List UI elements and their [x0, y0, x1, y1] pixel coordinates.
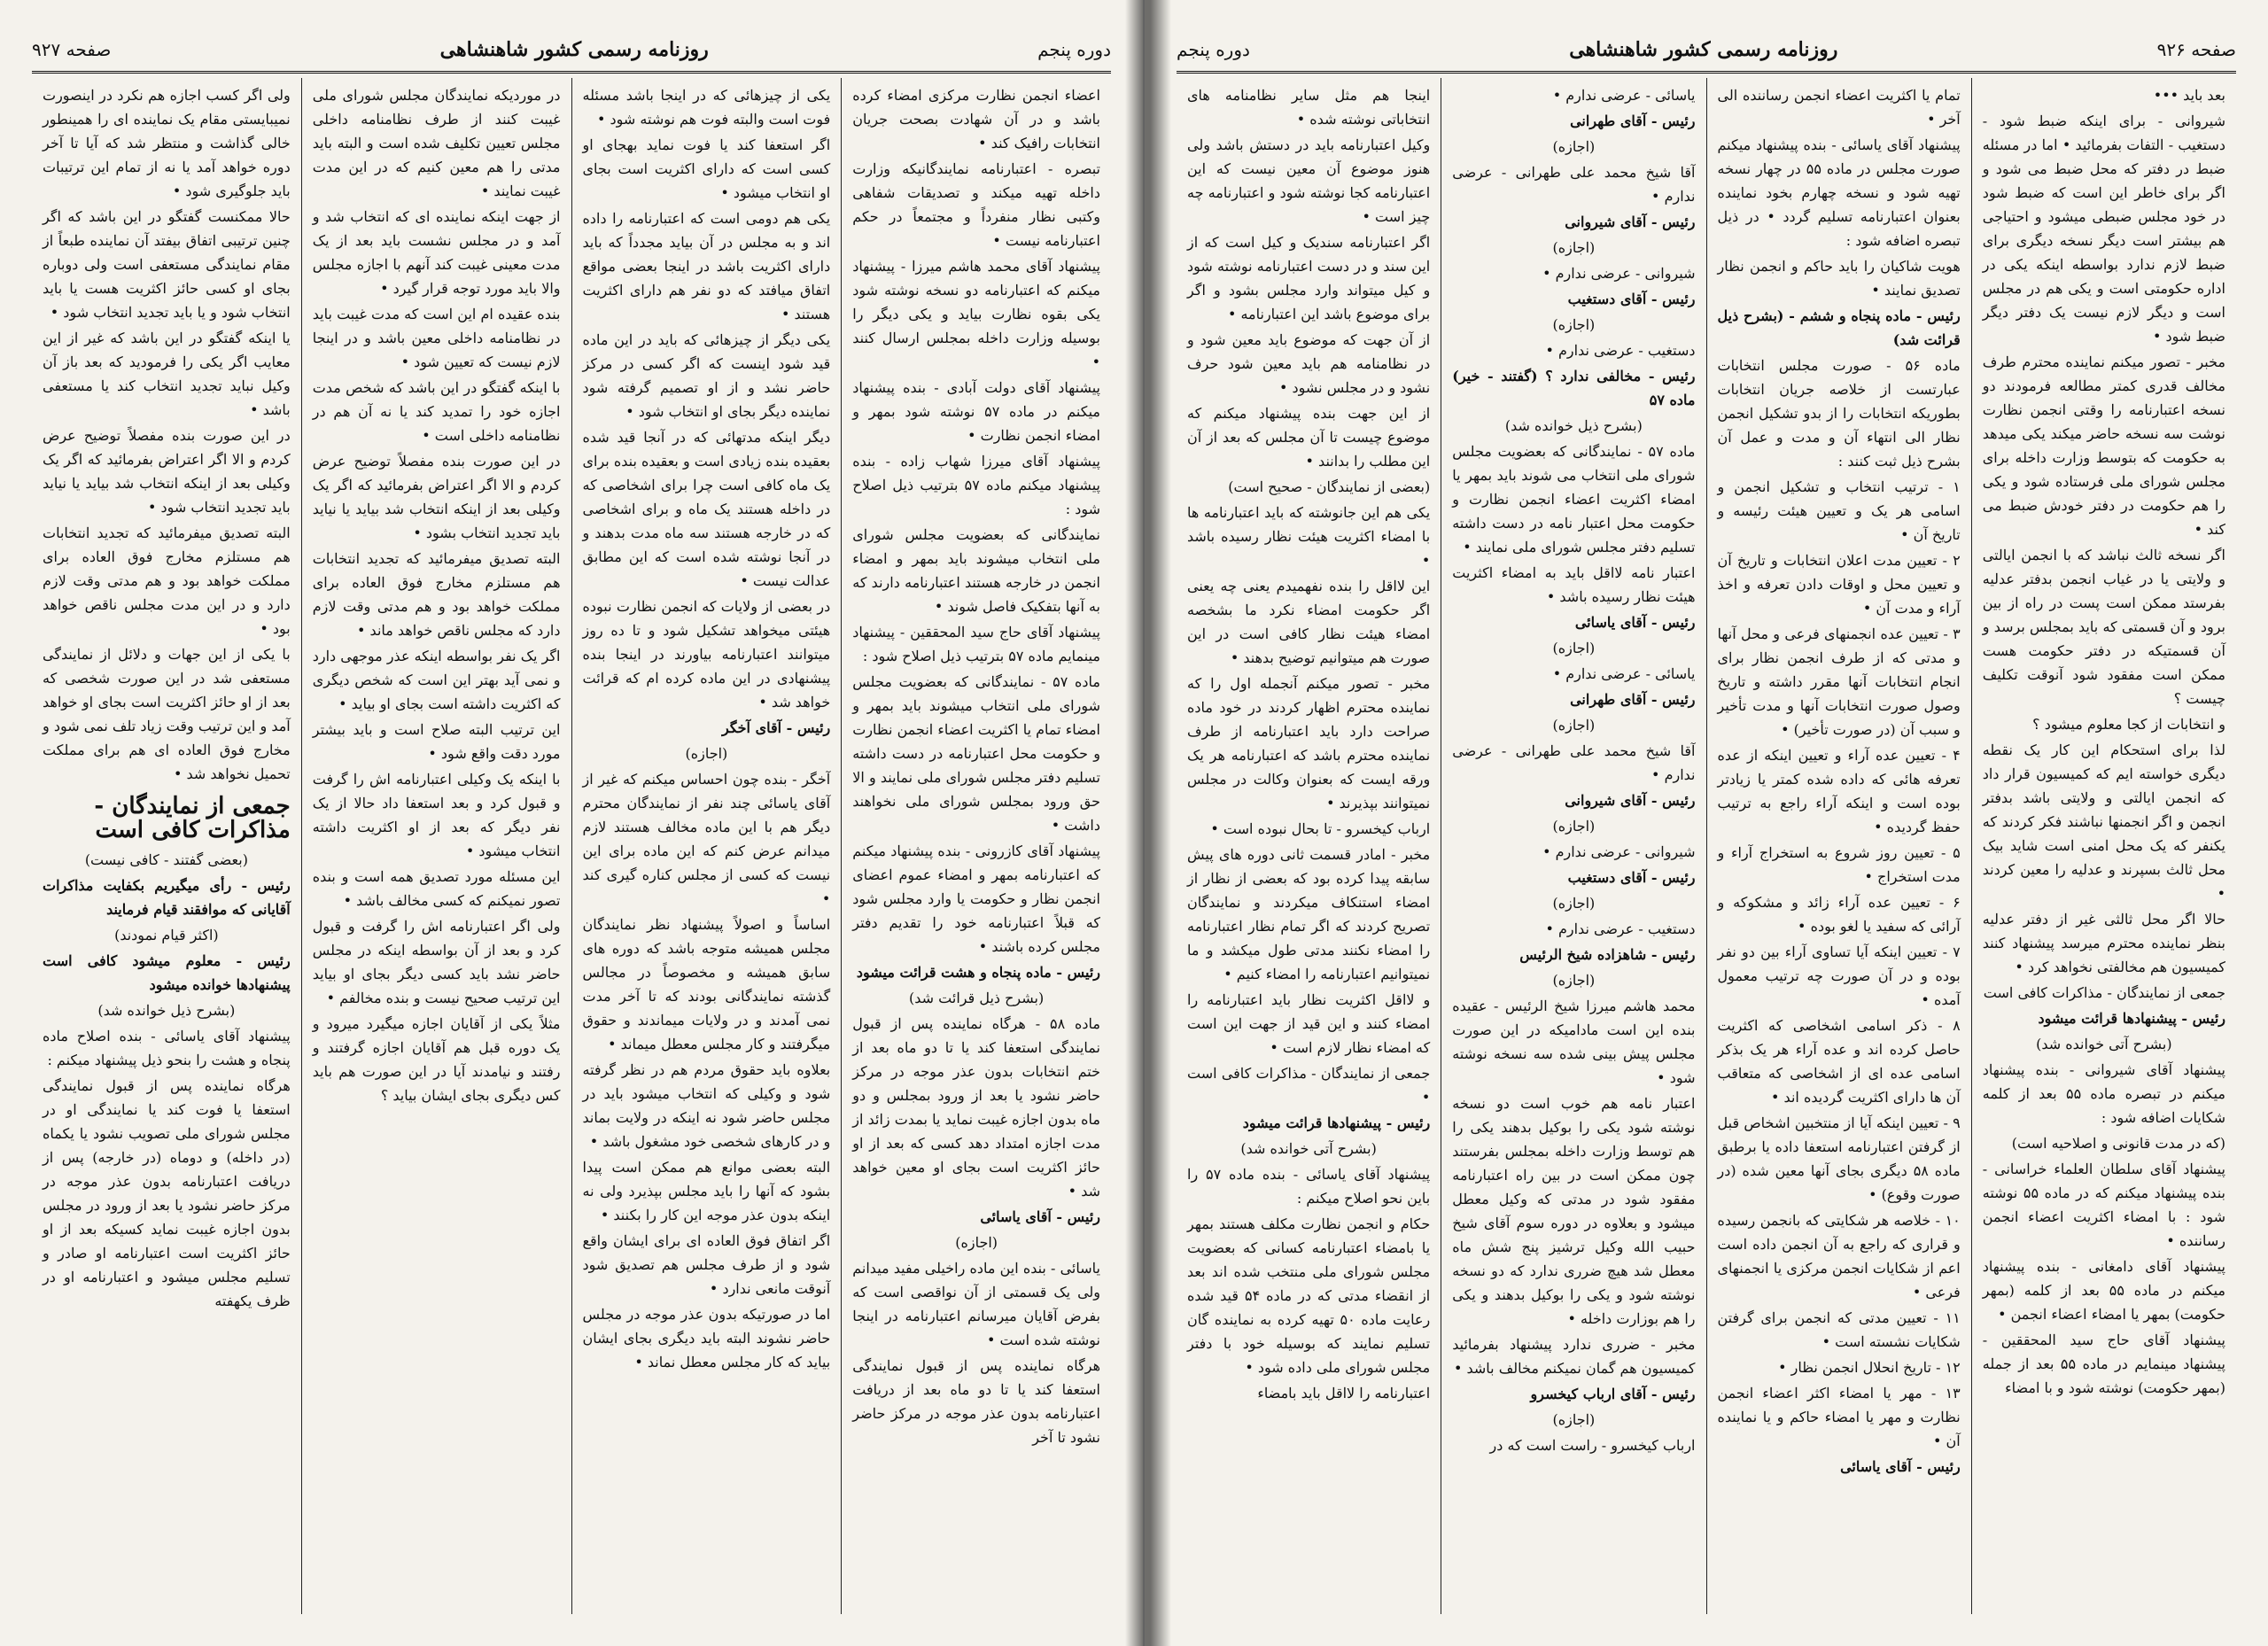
paragraph: بعد باید •••: [2153, 87, 2225, 104]
speaker-line: رئیس - ماده پنجاه و ششم - (بشرح ذیل قرائت شد): [1717, 307, 1961, 348]
paragraph: (بعضی گفتند - کافی نیست): [84, 851, 248, 868]
paragraph: هرگاه نماینده پس از قبول نمایندگی استعفا یا فوت کند یا نمایندگی او در مجلس شورای ملی تصویب نشود یا یکماه (در داخله) و دوماه (در خارجه) پس از دریافت اعتبارنامه بدون عذر موجه در مرکز حاضر نشود یا بعد از ورود در مجلس بدون اجازه غیبت نماید کسیکه بعد از او حائز اکثریت است اعتبارنامه او صادر و تسلیم مجلس میشود و اعتبارنامه او در ظرف یکهفته: [43, 1077, 291, 1309]
paragraph: بعلاوه باید حقوق مردم هم در نظر گرفته شود و وکیلی که انتخاب میشود باید در مجلس حاضر شود نه اینکه در ولایت بماند و در کارهای شخصی خود مشغول باشد •: [582, 1061, 831, 1150]
paragraph: (اجازه): [1552, 138, 1596, 155]
paragraph: شیروانی - عرضی ندارم •: [1542, 843, 1696, 860]
paragraph: مخبر - ضرری ندارد پیشنهاد بفرمائید کمیسیون هم گمان نمیکنم مخالف باشد •: [1452, 1336, 1696, 1377]
paragraph: (اجازه): [1552, 895, 1596, 912]
paragraph: پیشنهاد آقای دولت آبادی - بنده پیشنهاد میکنم در ماده ۵۷ نوشته شود بمهر و امضاء انجمن نظارت •: [852, 379, 1100, 444]
speaker-line: رئیس - ماده پنجاه و هشت قرائت میشود: [856, 964, 1100, 981]
paragraph: (بشرح ذیل قرائت شد): [909, 990, 1045, 1006]
paragraph: این مسئله مورد تصدیق همه است و بنده تصور نمیکنم که کسی مخالف باشد •: [312, 868, 561, 909]
paragraph: دستغیب - عرضی ندارم •: [1545, 920, 1696, 937]
paragraph: اگر یک نفر بواسطه اینکه عذر موجهی دارد و نمی آید بهتر این است که شخص دیگری که اکثریت داشته است بجای او بیاید •: [312, 648, 561, 712]
paragraph: هرگاه نماینده پس از قبول نمایندگی استعفا کند یا تا دو ماه بعد از دریافت اعتبارنامه بدون عذر موجه در مرکز حاضر نشود تا آخر: [852, 1357, 1100, 1446]
speaker-line: رئیس - آقای شیروانی: [1565, 792, 1696, 809]
paragraph: پیشنهاد آقای شیروانی - بنده پیشنهاد میکنم در تبصره ماده ۵۵ بعد از کلمه شکایات اضافه شود :: [1982, 1061, 2225, 1126]
paragraph: این لااقل را بنده نفهمیدم یعنی چه یعنی اگر حکومت امضاء نکرد ما بشخصه امضاء هیئت نظار کافی است در این صورت هم میتوانیم توضیح بدهند •: [1187, 578, 1431, 666]
text-columns: [32, 78, 1111, 1614]
paragraph: (بشرح ذیل خوانده شد): [97, 1002, 236, 1019]
text-column: [32, 78, 301, 1614]
paragraph: لذا برای استحکام این کار یک نقطه دیگری خواسته ایم که کمیسیون قرار داد که انجمن ایالتی و ولایتی باشد بدفتر انجمن و اگر انجمنها نباشند فکر کردند که یکنفر که یک محل امنی است شاید بیک محل ثالث بسپرند و عدلیه را معین کردند •: [1982, 741, 2225, 902]
speaker-line: رئیس - آقای آخگر: [722, 719, 831, 736]
paragraph: (اکثر قیام نمودند): [114, 927, 219, 943]
edition-label: دوره پنجم: [1037, 39, 1111, 60]
paragraph: یاسائی - بنده این ماده راخیلی مفید میدانم ولی یک قسمتی از آن نواقصی است که بفرض آقایان میرسانم اعتبارنامه در اینجا نوشته شده است •: [852, 1260, 1100, 1348]
paragraph: ماده ۵۶ - صورت مجلس انتخابات عبارتست از خلاصه جریان انتخابات بطوریکه انتخابات را از بدو تشکیل انجمن نظار الی انتهاء آن و مدت و عمل آن بشرح ذیل ثبت کنند :: [1717, 357, 1961, 470]
paragraph: هویت شاکیان را باید حاکم و انجمن نظار تصدیق نمایند •: [1717, 258, 1961, 299]
paragraph: با اینکه گفتگو در این باشد که شخص مدت اجازه خود را تمدید کند یا نه آن هم در نظامنامه داخلی است •: [312, 379, 561, 444]
paragraph: جمعی از نمایندگان - مذاکرات کافی است: [1983, 984, 2225, 1001]
book-gutter: [1125, 0, 1171, 1646]
paragraph: ولی اگر کسب اجازه هم نکرد در اینصورت نمیبایستی مقام یک نماینده ای را همینطور خالی گذاشت و منتظر شد که آیا تا آخر دوره خواهد آمد یا نه از تمام این ترتیبات باید جلوگیری شود •: [43, 87, 291, 199]
paragraph: تمام یا اکثریت اعضاء انجمن رساننده الی آخر •: [1717, 87, 1961, 128]
text-column: [1971, 78, 2236, 1614]
paragraph: (اجازه): [1552, 239, 1596, 256]
paragraph: پیشنهاد آقای کازرونی - بنده پیشنهاد میکنم که اعتبارنامه بمهر و امضاء عموم اعضای انجمن نظار و حکومت یا وارد مجلس شود که قبلاً اعتبارنامه خود را تقدیم دفتر مجلس کرده باشند •: [852, 842, 1100, 955]
paragraph: یکی هم این جانوشته که باید اعتبارنامه ها با امضاء اکثریت هیئت نظار رسیده باشد •: [1187, 504, 1431, 569]
text-column: [1177, 78, 1441, 1614]
text-column: [1706, 78, 1971, 1614]
text-column: [571, 78, 842, 1614]
paragraph: ۱۳ - مهر یا امضاء اکثر اعضاء انجمن نظارت و مهر یا امضاء حاکم و یا نماینده آن •: [1717, 1385, 1961, 1449]
paragraph: یکی از چیزهائی که در اینجا باشد مسئله فوت است والبته فوت هم نوشته شود •: [582, 87, 831, 128]
paragraph: نمایندگانی که بعضویت مجلس شورای ملی انتخاب میشوند باید بمهر و امضاء انجمن در خارجه هستند اعتبارنامه دارند که به آنها بتفکیک فاصل شوند •: [852, 526, 1100, 615]
paragraph: (اجازه): [955, 1234, 998, 1251]
paragraph: ۱۱ - تعیین مدتی که انجمن برای گرفتن شکایات نشسته است •: [1717, 1309, 1961, 1350]
paragraph: از جهت اینکه نماینده ای که انتخاب شد و آمد و در مجلس نشست باید بعد از یک مدت معینی غیبت کند آنهم با اجازه مجلس والا باید مورد توجه قرار گیرد •: [312, 208, 561, 297]
paragraph: ۶ - تعیین عده آراء زائد و مشکوکه و آرائی که سفید یا لغو بوده •: [1717, 894, 1961, 935]
paragraph: (بشرح آتی خوانده شد): [1240, 1140, 1377, 1157]
speaker-line: رئیس - رأی میگیریم بکفایت مذاکرات آقایانی که موافقند قیام فرمایند: [43, 877, 291, 918]
paragraph: ۴ - تعیین عده آراء و تعیین اینکه از عده تعرفه هائی که داده شده کمتر یا زیادتر بوده است و اینکه آراء راجع به ترتیب حفظ گردیده •: [1717, 747, 1961, 835]
paragraph: البته تصدیق میفرمائید که تجدید انتخابات هم مستلزم مخارج فوق العاده برای مملکت خواهد بود و هم مدتی وقت لازم دارد و در این مدت مجلس ناقص خواهد بود •: [43, 524, 291, 637]
paragraph: اما در صورتیکه بدون عذر موجه در مجلس حاضر نشوند البته باید دیگری بجای ایشان بیاید که کار مجلس معطل نماند •: [582, 1306, 831, 1370]
paragraph: اگر نسخه ثالث نباشد که با انجمن ایالتی و ولایتی یا در غیاب انجمن بدفتر عدلیه بفرستد ممکن است پست در راه از بین برود و آن قسمتی که باید بمجلس برسد و آن قسمتیکه در دفتر حکومت هست ممکن است مفقود شود آنوقت تکلیف چیست ؟: [1982, 547, 2225, 707]
text-column: [1441, 78, 1705, 1614]
paragraph: شیروانی - برای اینکه ضبط شود - دستغیب - التفات بفرمائید • اما در مسئله ضبط در دفتر که محل ضبط می شود و اگر برای خاطر این است که ضبط شود در خود مجلس ضبطی میشود و احتیاجی هم بیشتر است دیگر نسخه دیگری برای ضبط لازم ندارد بواسطه اینکه یکی در اداره حکومتی است و یکی هم در مجلس است و دیگر لازم نیست یک دفتر دیگر ضبط شود •: [1982, 113, 2225, 345]
paragraph: (بشرح آتی خوانده شد): [2036, 1036, 2172, 1052]
speaker-line: رئیس - آقای ارباب کیخسرو: [1530, 1386, 1696, 1402]
paragraph: آخگر - بنده چون احساس میکنم که غیر از آقای یاسائی چند نفر از نمایندگان محترم دیگر هم با این ماده مخالف هستند لازم میدانم عرض کنم که این ماده برای این نیست که کسی از مجلس کناره گیری کند •: [582, 771, 831, 907]
paragraph: پیشنهاد آقای سلطان العلماء خراسانی - بنده پیشنهاد میکنم که در ماده ۵۵ نوشته شود : با امضاء اکثریت اعضاء انجمن رساننده •: [1982, 1161, 2225, 1249]
paragraph: جمعی از نمایندگان - مذاکرات کافی است •: [1187, 1065, 1431, 1106]
paragraph: از این جهت بنده پیشنهاد میکنم که موضوع چیست تا آن مجلس که بعد از آن این مطلب را بدانند •: [1187, 405, 1431, 470]
paragraph: (اجازه): [1552, 640, 1596, 656]
paragraph: محمد هاشم میرزا شیخ الرئیس - عقیده بنده این است مادامیکه در این صورت مجلس پیش بینی شده سه نسخه نوشته شود •: [1452, 998, 1696, 1086]
page-header: [1177, 32, 2236, 67]
speaker-line: رئیس - آقای دستغیب: [1567, 291, 1696, 307]
speaker-line: رئیس - آقای شیروانی: [1565, 214, 1696, 230]
paragraph: در این صورت بنده مفصلاً توضیح عرض کردم و الا اگر اعتراض بفرمائید که اگر یک وکیلی بعد از اینکه انتخاب شد بیاید یا نیاید باید تجدید انتخاب شود •: [43, 427, 291, 516]
speaker-line: رئیس - آقای یاسائی: [1574, 614, 1696, 631]
text-column: [301, 78, 571, 1614]
speaker-line: رئیس - شاهزاده شیخ الرئیس: [1519, 946, 1696, 963]
paragraph: ۱۰ - خلاصه هر شکایتی که بانجمن رسیده و قراری که راجع به آن انجمن داده است اعم از شکایات انجمن مرکزی یا انجمنهای فرعی •: [1717, 1212, 1961, 1300]
paragraph: اعتبار نامه هم خوب است دو نسخه نوشته شود یکی را بوکیل بدهند یکی را هم توسط وزارت داخله بمجلس بفرستند چون ممکن است در بین راه اعتبارنامه مفقود شود در مدتی که وکیل معطل میشود و بعلاوه در دوره سوم آقای شیخ حبیب الله وکیل ترشیز پنج شش ماه معطل شد هیچ ضرری ندارد که دو نسخه نوشته شود و یکی را بوکیل بدهند و یکی را هم بوزارت داخله •: [1452, 1095, 1696, 1327]
paragraph: آقا شیخ محمد علی طهرانی - عرضی ندارم •: [1452, 742, 1696, 783]
paragraph: وکیل اعتبارنامه باید در دستش باشد ولی هنوز موضوع آن معین نیست که این اعتبارنامه کجا نوشته شود و اعتبارنامه چه چیز است •: [1187, 136, 1431, 225]
paragraph: دیگر اینکه مدتهائی که در آنجا قید شده بعقیده بنده زیادی است و بعقیده بنده برای یک ماه کافی است چرا برای اشخاصی که در داخله هستند یک ماه و برای اشخاصی که در خارجه هستند سه ماه مدت بدهند و در آنجا نوشته شده است که این مطابق عدالت نیست •: [582, 429, 831, 589]
paragraph: پیشنهاد آقای محمد هاشم میرزا - پیشنهاد میکنم که اعتبارنامه دو نسخه نوشته شود یکی بقوه نظارت بیاید و یکی دیگر را بوسیله وزارت داخله بمجلس ارسال کنند •: [852, 258, 1100, 370]
paragraph: اعتبارنامه را لااقل باید بامضاء: [1257, 1385, 1431, 1401]
paragraph: اگر اعتبارنامه سندیک و کیل است که از این سند و در دست اعتبارنامه نوشته شود و کیل میتواند وارد مجلس بشود و اگر برای موضوع باشد این اعتبارنامه •: [1187, 234, 1431, 322]
paragraph: مخبر - تصور میکنم نماینده محترم طرف مخالف قدری کمتر مطالعه فرمودند دو نسخه اعتبارنامه را وقتی انجمن نظارت نوشت سه نسخه حاضر میکند یکی میدهد به حکومت که بتوسط وزارت داخله برای مجلس شورای ملی فرستاده شود و یکی را هم حکومت در دفتر خودش ضبط می کند •: [1982, 353, 2225, 538]
paragraph: اعتبار نامه لااقل باید به امضاء اکثریت هیئت نظار رسیده باشد •: [1452, 564, 1696, 605]
paragraph: ۵ - تعیین روز شروع به استخراج آراء و مدت استخراج •: [1717, 844, 1961, 885]
paragraph: مخبر - تصور میکنم آنجمله اول را که نماینده محترم اظهار کردند در خود ماده صراحت دارد باید اعتبارنامه از طرف نماینده محترم باشد که اعتبارنامه هر یک ورقه ایست که بعنوان وکالت در مجلس نمیتوانند بپذیرند •: [1187, 675, 1431, 811]
paragraph: پیشنهاد آقای یاسائی - بنده ماده ۵۷ را باین نحو اصلاح میکنم :: [1187, 1166, 1431, 1207]
paragraph: دستغیب - عرضی ندارم •: [1545, 342, 1696, 359]
paragraph: پیشنهاد آقای یاسائی - بنده پیشنهاد میکنم صورت مجلس در ماده ۵۵ در چهار نسخه تهیه شود و نسخه چهارم بخود نماینده بعنوان اعتبارنامه تسلیم گردد • در ذیل تبصره اضافه شود :: [1717, 136, 1961, 249]
paragraph: ۹ - تعیین اینکه آیا از منتخبین اشخاص قبل از گرفتن اعتبارنامه استعفا داده یا برطبق ماده ۵۸ دیگری بجای آنها معین شده (در صورت وقوع) •: [1717, 1114, 1961, 1203]
page-header: [32, 32, 1111, 67]
newspaper-title: روزنامه رسمی کشور شاهنشاهی: [439, 38, 709, 61]
paragraph: و لااقل اکثریت نظار باید اعتبارنامه را امضاء کنند و این قید از جهت این است که امضاء نظار لازم است •: [1187, 991, 1431, 1056]
paragraph: (بعضی از نمایندگان - صحیح است): [1228, 478, 1431, 495]
speaker-line: رئیس - آقای یاسائی: [980, 1208, 1100, 1225]
paragraph: یاسائی - عرضی ندارم •: [1552, 665, 1696, 682]
paragraph: ارباب کیخسرو - راست است که در: [1489, 1437, 1696, 1454]
paragraph: با یکی از این جهات و دلائل از نمایندگی مستعفی شد در این صورت شخصی که بعد از او حائز اکثریت است بجای او خواهد آمد و این ترتیب وقت زیاد تلف نمی شود و مخارج فوق العاده ای هم برای مملکت تحمیل نخواهد شد •: [43, 646, 291, 782]
speaker-line: رئیس - معلوم میشود کافی است پیشنهادها خوانده میشود: [43, 952, 291, 993]
paragraph: اگر اتفاق فوق العاده ای برای ایشان واقع شود و از طرف مجلس هم تصدیق شود آنوقت مانعی ندارد •: [582, 1232, 831, 1297]
paragraph: (اجازه): [1552, 316, 1596, 333]
paragraph: بنده عقیده ام این است که مدت غیبت باید در نظامنامه داخلی معین باشد و در اینجا لازم نیست که تعیین شود •: [312, 306, 561, 370]
speaker-line: رئیس - آقای یاسائی: [1840, 1458, 1961, 1475]
paragraph: اعضاء انجمن نظارت مرکزی امضاء کرده باشد و در آن شهادت بصحت جریان انتخابات رافیک کند •: [852, 87, 1100, 151]
header-rule: [32, 71, 1111, 74]
newspaper-page-right: [1145, 0, 2268, 1646]
section-heading: جمعی از نمایندگان - مذاکرات کافی است: [94, 793, 291, 843]
paragraph: ولی اگر اعتبارنامه اش را گرفت و قبول کرد و بعد از آن بواسطه اینکه در مجلس حاضر نشد باید کسی دیگر بجای او بیاید این ترتیب صحیح نیست و بنده مخالفم •: [312, 918, 561, 1006]
paragraph: البته بعضی موانع هم ممکن است پیدا بشود که آنها را باید مجلس بپذیرد ولی نه اینکه بدون عذر موجه این کار را بکنند •: [582, 1159, 831, 1223]
paragraph: ماده ۵۸ - هرگاه نماینده پس از قبول نمایندگی استعفا کند یا تا دو ماه بعد از ختم انتخابات بدون عذر موجه در مرکز حاضر نشود یا بعد از ورود بمجلس و دو ماه بدون اجازه غیبت نماید یا بمدت زائد از مدت اجازه امتداد دهد کسی که بعد از او حائز اکثریت است بجای او معین خواهد شد •: [852, 1015, 1101, 1200]
page-number: صفحه ۹۲۷: [32, 39, 112, 60]
paragraph: مثلاً یکی از آقایان اجازه میگیرد میرود و یک دوره قبل هم آقایان اجازه گرفتند و رفتند و نیامدند آیا در این صورت هم باید کس دیگری بجای ایشان بیاید ؟: [312, 1015, 561, 1104]
paragraph: حکام و انجمن نظارت مکلف هستند بمهر یا بامضاء اعتبارنامه کسانی که بعضویت مجلس شورای ملی منتخب شده اند بعد از انقضاء مدتی که در ماده ۵۴ قید شده رعایت ماده ۵۰ تهیه کرده به نماینده گان تسلیم نمایند که بوسیله خود با دفتر مجلس شورای ملی داده شود •: [1187, 1215, 1431, 1376]
text-columns: [1177, 78, 2236, 1614]
paragraph: آقا شیخ محمد علی طهرانی - عرضی ندارم •: [1452, 164, 1696, 205]
paragraph: یکی دیگر از چیزهائی که باید در این ماده قید شود اینست که اگر کسی در مرکز حاضر نشد و از او تصمیم گرفته شود نماینده دیگر بجای او انتخاب شود •: [582, 331, 831, 420]
paragraph: حالا ممکنست گفتگو در این باشد که اگر چنین ترتیبی اتفاق بیفتد آن نماینده طبعاً از مقام نمایندگی مستعفی است ولی دوباره بجای او کسی حائز اکثریت هست یا باید انتخاب شود و یا باید تجدید انتخاب شود •: [43, 208, 291, 321]
paragraph: با اینکه یک وکیلی اعتبارنامه اش را گرفت و قبول کرد و بعد استعفا داد حالا از یک نفر دیگر که بعد از او اکثریت داشته انتخاب میشود •: [312, 771, 561, 859]
paragraph: (اجازه): [685, 745, 728, 762]
paragraph: و انتخابات از کجا معلوم میشود ؟: [2032, 716, 2225, 733]
paragraph: حالا اگر محل ثالثی غیر از دفتر عدلیه بنظر نماینده محترم میرسد پیشنهاد کنند کمیسیون هم مخالفتی نخواهد کرد •: [1982, 911, 2225, 975]
paragraph: (اجازه): [1552, 717, 1596, 734]
paragraph: ۱ - ترتیب انتخاب و تشکیل انجمن و اسامی هر یک و تعیین هیئت رئیسه و تاریخ آن •: [1717, 478, 1961, 543]
speaker-line: رئیس - پیشنهادها قرائت میشود: [1242, 1114, 1431, 1131]
paragraph: پیشنهاد آقای دامغانی - بنده پیشنهاد میکنم در ماده ۵۵ بعد از کلمه (بمهر حکومت) بمهر یا امضاء اعضاء انجمن •: [1982, 1258, 2225, 1323]
paragraph: در موردیکه نمایندگان مجلس شورای ملی غیبت کنند از طرف نظامنامه داخلی مجلس تعیین تکلیف شده است و البته باید مدتی را هم معین کنیم که در این مدت غیبت نمایند •: [312, 87, 561, 199]
paragraph: ۷ - تعیین اینکه آیا تساوی آراء بین دو نفر بوده و در آن صورت چه ترتیب معمول آمده •: [1717, 943, 1961, 1008]
paragraph: ماده ۵۷ - نمایندگانی که بعضویت مجلس شورای ملی انتخاب میشوند باید بمهر و امضاء تمام یا اکثریت اعضاء انجمن نظارت و حکومت محل اعتبارنامه در دست داشته تسلیم دفتر مجلس شورای ملی نمایند و الا حق ورود بمجلس شورای ملی نخواهند داشت •: [852, 673, 1100, 834]
paragraph: مخبر - امادر قسمت ثانی دوره های پیش سابقه پیدا کرده بود که بعضی از نظار از امضاء استنکاف میکردند و نمایندگان تصریح کردند که اگر تمام نظار اعتبارنامه را امضاء نکنند مدتی طول میکشد و ما نمیتوانیم اعتبارنامه را امضاء کنیم •: [1187, 846, 1431, 982]
speaker-line: رئیس - آقای طهرانی: [1570, 113, 1696, 129]
newspaper-title: روزنامه رسمی کشور شاهنشاهی: [1569, 38, 1838, 61]
paragraph: پیشنهاد آقای یاسائی - بنده اصلاح ماده پنجاه و هشت را بنحو ذیل پیشنهاد میکنم :: [43, 1028, 291, 1068]
paragraph: ۳ - تعیین عده انجمنهای فرعی و محل آنها و مدتی که از طرف انجمن نظار برای انجام انتخابات آنها مقرر داشته و تاریخ وصول صورت انتخابات آنها و مدت تأخیر و سبب آن (در صورت تأخیر) •: [1717, 625, 1961, 738]
paragraph: پیشنهاد آقای حاج سید المحققین - پیشنهاد مینمایم در ماده ۵۵ بعد از جمله (بمهر حکومت) نوشته شود و با امضاء: [1982, 1332, 2226, 1396]
paragraph: از آن جهت که موضوع باید معین شود و در نظامنامه هم باید معین شود حرف نشود و در مجلس نشود •: [1187, 331, 1431, 396]
page-number: صفحه ۹۲۶: [2156, 39, 2236, 60]
text-column: [841, 78, 1111, 1614]
speaker-line: رئیس - آقای طهرانی: [1570, 691, 1696, 708]
paragraph: اگر استعفا کند یا فوت نماید بهجای او کسی است که دارای اکثریت است بجای او انتخاب میشود •: [582, 136, 831, 201]
paragraph: (اجازه): [1552, 818, 1596, 835]
speaker-line: رئیس - پیشنهادها قرائت میشود: [2038, 1010, 2225, 1027]
paragraph: در بعضی از ولایات که انجمن نظارت نبوده هیئتی میخواهد تشکیل شود و تا ده روز میتوانند اعتبارنامه بیاورند در اینجا بنده پیشنهادی در این ماده کرده ام که قرائت خواهد شد •: [582, 598, 831, 710]
paragraph: در این صورت بنده مفصلاً توضیح عرض کردم و الا اگر اعتراض بفرمائید که اگر یک وکیلی بعد از اینکه انتخاب شد بیاید یا نیاید باید تجدید انتخاب بشود •: [312, 453, 561, 541]
paragraph: یکی هم دومی است که اعتبارنامه را داده اند و به مجلس در آن بیاید مجدداً که باید دارای اکثریت باشد در اینجا بعضی مواقع اتفاق میافتد که دو نفر هم دارای اکثریت هستند •: [582, 210, 831, 322]
paragraph: ارباب کیخسرو - تا بحال نبوده است •: [1210, 820, 1431, 837]
paragraph: یا اینکه گفتگو در این باشد که غیر از این معایب اگر یکی را فرمودید که بعد باز آن وکیل نباید تجدید انتخاب کند یا مستعفی باشد •: [43, 330, 291, 418]
edition-label: دوره پنجم: [1177, 39, 1250, 60]
paragraph: (بشرح ذیل خوانده شد): [1504, 417, 1643, 434]
paragraph: ۸ - ذکر اسامی اشخاصی که اکثریت حاصل کرده اند و عده آراء هر یک بذکر اسامی عده ای از اشخاصی که متعاقب آن ها دارای اکثریت گردیده اند •: [1717, 1017, 1961, 1106]
paragraph: (اجازه): [1552, 1411, 1596, 1428]
paragraph: ۱۲ - تاریخ انحلال انجمن نظار •: [1778, 1359, 1961, 1376]
paragraph: (که در مدت قانونی و اصلاحیه است): [2011, 1135, 2225, 1152]
paragraph: ماده ۵۷ - نمایندگانی که بعضویت مجلس شورای ملی انتخاب می شوند باید بمهر یا امضاء اکثریت اعضاء انجمن نظارت و حکومت محل اعتبار نامه در دست داشته تسلیم دفتر مجلس شورای ملی نمایند •: [1452, 443, 1696, 555]
paragraph: یاسائی - عرضی ندارم •: [1552, 87, 1696, 104]
paragraph: پیشنهاد آقای میرزا شهاب زاده - بنده پیشنهاد میکنم ماده ۵۷ بترتیب ذیل اصلاح شود :: [852, 453, 1100, 517]
paragraph: این ترتیب البته صلاح است و باید بیشتر مورد دقت واقع شود •: [312, 721, 561, 762]
speaker-line: رئیس - آقای دستغیب: [1567, 869, 1696, 886]
paragraph: پیشنهاد آقای حاج سید المحققین - پیشنهاد مینمایم ماده ۵۷ بترتیب ذیل اصلاح شود :: [852, 624, 1100, 664]
paragraph: شیروانی - عرضی ندارم •: [1542, 265, 1696, 282]
paragraph: ۲ - تعیین مدت اعلان انتخابات و تاریخ آن و تعیین محل و اوقات دادن تعرفه و اخذ آراء و مدت آن •: [1717, 552, 1961, 617]
header-rule: [1177, 71, 2236, 74]
paragraph: (اجازه): [1552, 972, 1596, 989]
speaker-line: رئیس - مخالفی ندارد ؟ (گفتند - خیر) ماده ۵۷: [1452, 368, 1696, 408]
paragraph: اساساً و اصولاً پیشنهاد نظر نمایندگان مجلس همیشه متوجه باشد که دوره های سابق همیشه و مخصوصاً در مجالس گذشته نمایندگانی بودند که تا آخر مدت نمی آمدند و در ولایات میماندند و حقوق میگرفتند و کار مجلس معطل میماند •: [582, 916, 831, 1052]
paragraph: البته تصدیق میفرمائید که تجدید انتخابات هم مستلزم مخارج فوق العاده برای مملکت خواهد بود و هم مدتی وقت لازم دارد که مجلس ناقص خواهد ماند •: [312, 550, 561, 639]
paragraph: اینجا هم مثل سایر نظامنامه های انتخاباتی نوشته شده •: [1187, 87, 1431, 128]
paragraph: تبصره - اعتبارنامه نمایندگانیکه وزارت داخله تهیه میکند و تصدیقات شفاهی وکتبی نظار منفرداً و مجتمعاً در حکم اعتبارنامه نیست •: [852, 160, 1100, 249]
